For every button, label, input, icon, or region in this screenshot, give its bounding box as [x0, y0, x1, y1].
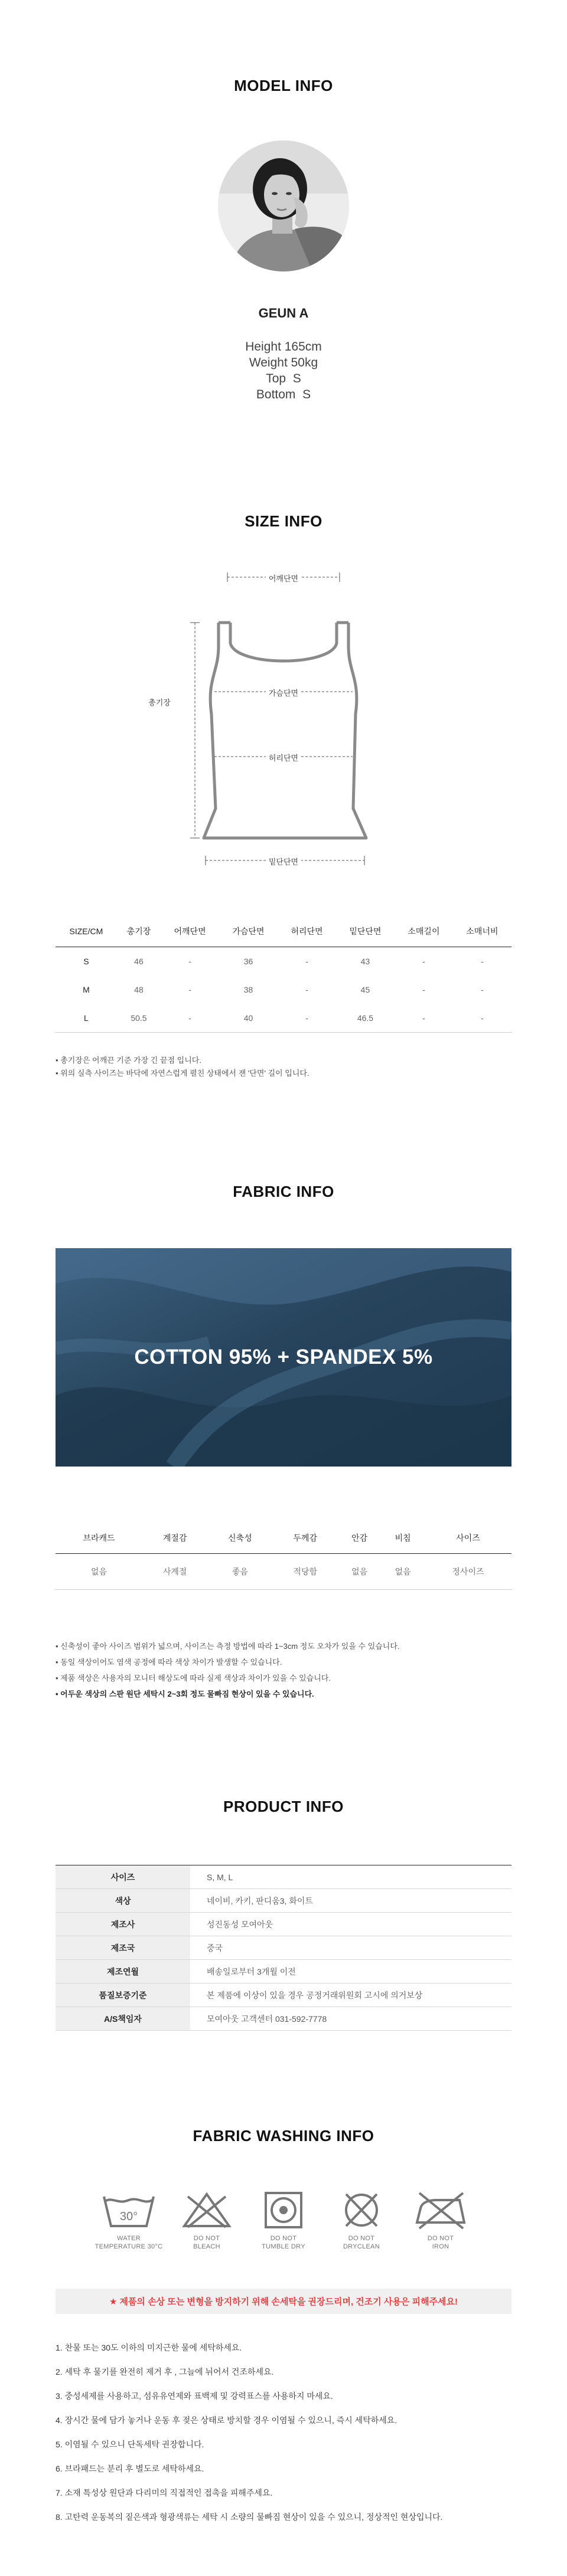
model-height: Height 165cm [245, 340, 322, 353]
wash-label-line: DO NOT [348, 2235, 375, 2242]
size-cell: M [83, 985, 90, 994]
fabric-info-title: FABRIC INFO [233, 1183, 334, 1200]
wash-label [93, 2234, 164, 2251]
model-specs [0, 339, 567, 402]
size-header: 가슴단면 [232, 927, 265, 936]
size-cell: - [305, 957, 308, 966]
list-item: 7. 소재 특성상 원단과 다리미의 직접적인 접촉을 피해주세요. [56, 2488, 273, 2498]
attribute-value: 없음 [395, 1567, 411, 1576]
table-row [56, 1913, 511, 1936]
size-cell: - [188, 1013, 191, 1023]
size-cell: S [83, 957, 89, 966]
attribute-header-row [56, 1523, 511, 1554]
size-header: 허리단면 [291, 927, 323, 936]
size-info-title: SIZE INFO [245, 512, 322, 530]
list-item: 4. 장시간 물에 담가 놓거나 운동 후 젖은 상태로 방치할 경우 이염될 수 있으니, 즉시 세탁하세요. [56, 2415, 397, 2425]
no-tumble-dry-item [248, 2191, 319, 2251]
hem-label: 밑단단면 [268, 857, 299, 866]
size-header: 총기장 [126, 927, 151, 936]
product-value: 중국 [207, 1943, 223, 1953]
fabric-composition: COTTON 95% + SPANDEX 5% [134, 1346, 433, 1369]
shoulder-label: 어깨단면 [268, 574, 299, 583]
product-key: 색상 [56, 1889, 190, 1913]
fabric-note-emphasis: • 어두운 색상의 스판 원단 세탁시 2~3회 정도 물빠짐 현상이 있을 수 있습니다. [56, 1690, 314, 1698]
product-value: 모여아웃 고객센터 031-592-7778 [207, 2014, 327, 2024]
product-value: 배송일로부터 3개월 이전 [207, 1966, 296, 1976]
size-cell: 38 [243, 985, 253, 994]
no-dryclean-icon [333, 2191, 390, 2230]
attribute-header: 신축성 [228, 1533, 252, 1543]
attribute-value: 사계절 [162, 1567, 187, 1576]
product-info-title: PRODUCT INFO [223, 1798, 344, 1815]
table-row [56, 1004, 511, 1033]
table-row [56, 1960, 511, 1983]
length-label: 총기장 [148, 698, 171, 707]
model-bottom-size: Bottom S [256, 388, 311, 401]
product-key: 제조연월 [56, 1960, 190, 1983]
table-row [56, 1983, 511, 2007]
washing-info-title: FABRIC WASHING INFO [193, 2127, 374, 2145]
attribute-value-row [56, 1554, 511, 1590]
size-header: 밑단단면 [349, 927, 382, 936]
wash-label-line: TEMPERATURE 30°C [94, 2243, 163, 2250]
attribute-value: 없음 [90, 1567, 107, 1576]
model-name: GEUN A [258, 306, 309, 320]
product-value: S, M, L [207, 1872, 233, 1882]
model-info-title: MODEL INFO [234, 77, 333, 94]
size-cell: 43 [360, 957, 370, 966]
model-top-size: Top S [266, 372, 301, 385]
fabric-note: • 제품 색상은 사용자의 모니터 해상도에 따라 실제 색상과 차이가 있을 수 있습니다. [56, 1674, 331, 1683]
size-cell: - [481, 957, 484, 966]
size-cell: 50.5 [131, 1013, 147, 1023]
no-dryclean-item [326, 2191, 397, 2251]
product-key: 사이즈 [56, 1865, 190, 1889]
product-value: 성진동성 모여아웃 [207, 1919, 273, 1929]
size-cell: 48 [134, 985, 144, 994]
wash-label-line: DO NOT [270, 2235, 297, 2242]
size-table [56, 916, 511, 1033]
wash-label-line: WATER [117, 2235, 141, 2242]
wash-30-item [93, 2191, 164, 2251]
size-cell: - [422, 1013, 425, 1023]
model-weight: Weight 50kg [249, 356, 318, 369]
model-photo [218, 140, 349, 271]
chest-label: 가슴단면 [268, 689, 299, 698]
wash-label-line: DRYCLEAN [343, 2243, 380, 2250]
size-cell: - [422, 957, 425, 966]
size-cell: 36 [243, 957, 253, 966]
no-iron-item [405, 2191, 476, 2251]
product-key: 품질보증기준 [56, 1983, 190, 2007]
product-info-table [56, 1865, 511, 2031]
fabric-attribute-table [56, 1523, 511, 1590]
size-header: 소매길이 [408, 927, 440, 936]
fabric-note: • 동일 색상이어도 염색 공정에 따라 색상 차이가 발생할 수 있습니다. [56, 1658, 282, 1667]
washing-instructions [56, 2336, 511, 2529]
product-value: 네이비, 카키, 판디움3, 화이트 [207, 1896, 313, 1906]
attribute-value: 없음 [351, 1567, 368, 1576]
attribute-value: 좋음 [232, 1567, 248, 1576]
size-diagram [118, 561, 449, 879]
size-cell: 46.5 [357, 1013, 374, 1023]
size-cell: 46 [134, 957, 144, 966]
size-table-header [56, 916, 511, 947]
size-header: 어깨단면 [174, 927, 206, 936]
wash-label [248, 2234, 319, 2251]
wash-label [326, 2234, 397, 2251]
table-row [56, 947, 511, 976]
size-cell: - [481, 985, 484, 994]
table-row [56, 1936, 511, 1960]
no-bleach-item [171, 2191, 242, 2251]
attribute-value: 적당함 [293, 1567, 317, 1576]
tank-top-diagram [118, 561, 449, 879]
fabric-banner [56, 1248, 511, 1467]
no-bleach-icon [178, 2191, 235, 2230]
no-tumble-dry-icon [255, 2191, 312, 2230]
list-item: 1. 찬물 또는 30도 이하의 미지근한 물에 세탁하세요. [56, 2343, 242, 2352]
wash-label [405, 2234, 476, 2251]
size-note: • 총기장은 어깨끈 기준 가장 긴 끝점 입니다. [56, 1056, 201, 1065]
size-notes [56, 1054, 309, 1080]
list-item: 5. 이염될 수 있으니 단독세탁 권장합니다. [56, 2440, 204, 2449]
wash-30-icon [100, 2191, 157, 2230]
wash-temp-text: 30° [119, 2210, 138, 2223]
product-key: 제조사 [56, 1913, 190, 1936]
list-item: 8. 고탄력 운동복의 짙은색과 형광색류는 세탁 시 소량의 물빠짐 현상이 있을 수 있으니, 정상적인 현상입니다. [56, 2512, 443, 2522]
wash-label-line: DO NOT [427, 2235, 454, 2242]
table-row [56, 2007, 511, 2031]
size-cell: L [84, 1013, 89, 1023]
wash-label [171, 2234, 242, 2251]
washing-warning-banner: ★ 제품의 손상 또는 변형을 방지하기 위해 손세탁을 권장드리며, 건조기 사용은 피해주세요! [56, 2289, 511, 2314]
no-iron-icon [412, 2191, 469, 2230]
table-row [56, 1889, 511, 1913]
attribute-header: 계절감 [162, 1533, 187, 1543]
table-row [56, 1865, 511, 1889]
attribute-value: 정사이즈 [452, 1567, 484, 1576]
waist-label: 허리단면 [268, 754, 299, 762]
size-cell: - [188, 985, 191, 994]
product-key: 제조국 [56, 1936, 190, 1960]
fabric-notes [56, 1638, 400, 1702]
list-item: 2. 세탁 후 물기를 완전히 제거 후 , 그늘에 뉘어서 건조하세요. [56, 2367, 274, 2377]
wash-label-line: TUMBLE DRY [262, 2243, 305, 2250]
attribute-header: 브라캐드 [83, 1533, 115, 1543]
table-row [56, 976, 511, 1004]
size-cell: - [422, 985, 425, 994]
attribute-header: 비침 [395, 1533, 411, 1543]
product-value: 본 제품에 이상이 있을 경우 공정거래위원회 고시에 의거보상 [207, 1990, 423, 2000]
size-cell: 40 [243, 1013, 253, 1023]
wash-label-line: DO NOT [193, 2235, 220, 2242]
attribute-header: 두께감 [293, 1533, 317, 1543]
size-header: 소매너비 [466, 927, 498, 936]
fabric-note: • 신축성이 좋아 사이즈 범위가 넓으며, 사이즈는 측정 방법에 따라 1~3cm 정도 오차가 있을 수 있습니다. [56, 1642, 400, 1651]
size-note: • 위의 실측 사이즈는 바닥에 자연스럽게 펼친 상태에서 잰 '단면' 길이 입니다. [56, 1069, 309, 1078]
attribute-header: 사이즈 [456, 1533, 480, 1543]
size-cell: - [188, 957, 191, 966]
size-header: SIZE/CM [69, 927, 103, 936]
list-item: 6. 브라패드는 분리 후 별도로 세탁하세요. [56, 2464, 204, 2473]
wash-label-line: BLEACH [193, 2243, 220, 2250]
list-item: 3. 중성세제를 사용하고, 섬유유연제와 표백제 및 강력표스를 사용하지 마세요. [56, 2391, 333, 2401]
product-key: A/S책임자 [56, 2007, 190, 2031]
attribute-header: 안감 [351, 1533, 368, 1543]
size-cell: - [481, 1013, 484, 1023]
size-cell: - [305, 1013, 308, 1023]
wash-label-line: IRON [432, 2243, 449, 2250]
size-cell: 45 [360, 985, 370, 994]
size-cell: - [305, 985, 308, 994]
